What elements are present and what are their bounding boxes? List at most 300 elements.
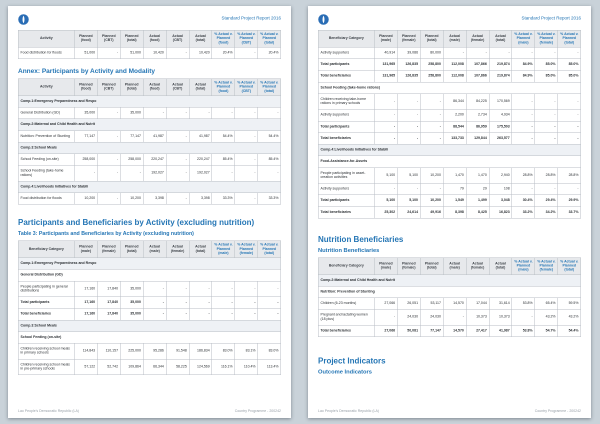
cell-value: - — [166, 47, 189, 59]
cell-value: 2,940 — [489, 168, 512, 184]
cell-value: 28.8% — [512, 168, 535, 184]
cell-value: 1,470 — [466, 168, 489, 184]
cell-value: 4,934 — [489, 109, 512, 121]
cell-value: - — [143, 308, 166, 320]
cell-value: 113.4% — [258, 359, 281, 375]
cell-value: 84.9% — [512, 70, 535, 82]
cell-value: 28.8% — [558, 168, 581, 184]
cell-value: - — [166, 154, 189, 166]
table-header-row — [18, 79, 281, 96]
cell-value: 219,874 — [489, 59, 512, 71]
cell-value: 41,987 — [189, 131, 212, 143]
cell-value: 20.4% — [212, 47, 235, 59]
column-header: Actual (male) — [143, 241, 166, 258]
cell-value: - — [235, 154, 258, 166]
cell-value: - — [212, 165, 235, 181]
report-title: Standard Project Report 2016 — [521, 15, 581, 21]
cell-value: - — [397, 133, 420, 145]
cell-value: - — [397, 109, 420, 121]
cell-value: 258,000 — [120, 154, 143, 166]
cell-value: - — [558, 183, 581, 195]
cell-value: - — [166, 131, 189, 143]
row-label: Total participants — [18, 297, 74, 309]
cell-value: 27,066 — [374, 325, 397, 337]
column-header: % Actual v. Planned (CBT) — [235, 79, 258, 96]
column-header: % Actual v. Planned (CBT) — [235, 30, 258, 47]
cell-value: 84,225 — [466, 94, 489, 110]
section-row — [18, 320, 281, 332]
row-label: Total participants — [318, 59, 374, 71]
row-label: Total participants — [318, 121, 374, 133]
row-label: School Feeding (take-home rations) — [18, 165, 74, 181]
cell-value: 28.8% — [535, 168, 558, 184]
row-label: Total beneficiaries — [318, 325, 374, 337]
cell-value: - — [558, 47, 581, 59]
cell-value: 51,000 — [120, 47, 143, 59]
cell-value: 116.1% — [212, 359, 235, 375]
cell-value: - — [489, 47, 512, 59]
column-header: % Actual v. Planned (total) — [558, 30, 581, 47]
column-header-label: Beneficiary Category — [18, 241, 74, 258]
row-label: Total participants — [318, 195, 374, 207]
data-row — [318, 59, 581, 71]
cell-value: 110,157 — [97, 343, 120, 359]
footer-project: Country Programme - 200242 — [534, 409, 581, 413]
cell-value: 17,840 — [97, 297, 120, 309]
row-label: Children receiving school meals in pre-primary schools — [18, 359, 74, 375]
table-participants-by-activity — [18, 241, 281, 375]
cell-value: - — [512, 133, 535, 145]
cell-value: 43.2% — [535, 309, 558, 325]
cell-value: - — [374, 109, 397, 121]
cell-value: - — [212, 308, 235, 320]
cell-value: 80,000 — [420, 47, 443, 59]
cell-value: 1,549 — [443, 195, 466, 207]
data-row — [18, 47, 281, 59]
cell-value: 112,008 — [443, 59, 466, 71]
row-label: Total beneficiaries — [318, 207, 374, 219]
row-label: People participating in asset-creation activities — [318, 168, 374, 184]
cell-value: 225,000 — [120, 343, 143, 359]
cell-value: 8,398 — [443, 207, 466, 219]
cell-value: 29.9% — [558, 195, 581, 207]
row-label: Activity supporters — [318, 109, 374, 121]
cell-value: - — [235, 193, 258, 205]
cell-value: 53.8% — [512, 325, 535, 337]
column-header: Actual (CBT) — [166, 30, 189, 47]
row-label: Activity supporters — [318, 47, 374, 59]
cell-value: 124,569 — [189, 359, 212, 375]
cell-value: - — [97, 193, 120, 205]
cell-value: 54.7% — [535, 325, 558, 337]
cell-value: 54.4% — [258, 131, 281, 143]
column-header: Planned (male) — [74, 241, 97, 258]
table-header-row — [18, 241, 281, 258]
row-group-label: Comp.3:School Meals — [18, 320, 281, 332]
cell-value: 27,417 — [466, 325, 489, 337]
cell-value: - — [189, 308, 212, 320]
cell-value: 85.4% — [212, 154, 235, 166]
cell-value: - — [235, 281, 258, 297]
column-header: Actual (female) — [166, 241, 189, 258]
row-group-label: Comp.2:Maternal and Child Health and Nutrit — [318, 275, 581, 287]
column-header: Planned (food) — [74, 79, 97, 96]
cell-value: 10,200 — [420, 195, 443, 207]
cell-value: 39,086 — [397, 47, 420, 59]
row-group-label: Comp.4:Livelihoods Initiatives for Stabili — [318, 144, 581, 156]
cell-value: - — [397, 183, 420, 195]
column-header: % Actual v. Planned (female) — [235, 241, 258, 258]
cell-value: 110.4% — [235, 359, 258, 375]
cell-value: 35,000 — [120, 308, 143, 320]
column-header: Planned (total) — [120, 241, 143, 258]
cell-value: 33.7% — [558, 207, 581, 219]
cell-value: - — [97, 107, 120, 119]
cell-value: - — [189, 107, 212, 119]
column-header: Planned (total) — [120, 30, 143, 47]
cell-value: 53,117 — [420, 298, 443, 310]
cell-value: 30.4% — [512, 195, 535, 207]
cell-value: 53.8% — [512, 298, 535, 310]
cell-value: 10,200 — [120, 193, 143, 205]
section-row — [318, 144, 581, 156]
row-group-label: School Feeding (take-home rations) — [318, 82, 581, 94]
cell-value: 258,000 — [74, 154, 97, 166]
cell-value: - — [535, 47, 558, 59]
table-header-row — [318, 30, 581, 47]
cell-value: - — [420, 109, 443, 121]
column-header: Planned (female) — [97, 241, 120, 258]
cell-value: 16,823 — [489, 207, 512, 219]
cell-value: 20.4% — [258, 47, 281, 59]
cell-value: 85.0% — [535, 70, 558, 82]
page-header — [318, 14, 581, 26]
cell-value: - — [558, 94, 581, 110]
column-header: Actual (food) — [143, 79, 166, 96]
cell-value: 57,122 — [74, 359, 97, 375]
column-header: Planned (CBT) — [97, 79, 120, 96]
cell-value: 131,965 — [374, 70, 397, 82]
cell-value: - — [443, 47, 466, 59]
cell-value: - — [166, 281, 189, 297]
row-label: Food distribution for floods — [18, 193, 74, 205]
column-header: % Actual v. Planned (female) — [535, 30, 558, 47]
column-header: Planned (total) — [120, 79, 143, 96]
cell-value: 54.4% — [558, 325, 581, 337]
cell-value: 27,066 — [374, 298, 397, 310]
cell-value: - — [512, 121, 535, 133]
data-row — [18, 297, 281, 309]
column-header: Actual (food) — [143, 30, 166, 47]
cell-value: 3,048 — [489, 195, 512, 207]
section-row — [18, 142, 281, 154]
cell-value: - — [189, 297, 212, 309]
cell-value: 131,965 — [374, 59, 397, 71]
data-row — [18, 343, 281, 359]
column-header-label: Activity — [18, 79, 74, 96]
row-label: Children receiving school meals in primary schools — [18, 343, 74, 359]
cell-value: - — [512, 183, 535, 195]
column-header: Actual (CBT) — [166, 79, 189, 96]
column-header: Actual (total) — [189, 79, 212, 96]
data-row — [318, 325, 581, 337]
cell-value: - — [397, 94, 420, 110]
cell-value: 10,420 — [143, 47, 166, 59]
cell-value: - — [166, 193, 189, 205]
cell-value: - — [374, 133, 397, 145]
cell-value: 66,344 — [143, 359, 166, 375]
row-label: Total beneficiaries — [318, 133, 374, 145]
table-header-row — [318, 258, 581, 275]
cell-value: 220,247 — [189, 154, 212, 166]
cell-value: - — [258, 165, 281, 181]
nutrition-table-heading: Nutrition Beneficiaries — [318, 247, 380, 254]
cell-value: - — [74, 165, 97, 181]
section-row — [18, 119, 281, 131]
column-header: % Actual v. Planned (total) — [558, 258, 581, 275]
cell-value: 5,100 — [374, 195, 397, 207]
cell-value: 1,499 — [466, 195, 489, 207]
cell-value: - — [166, 107, 189, 119]
page-footer — [18, 410, 281, 414]
row-label: Nutrition: Prevention of Stunting — [18, 131, 74, 143]
cell-value: 50,081 — [397, 325, 420, 337]
subsection-row — [318, 156, 581, 168]
section-row — [18, 96, 281, 108]
cell-value: 220,247 — [143, 154, 166, 166]
cell-value: - — [189, 281, 212, 297]
cell-value: 107,866 — [466, 59, 489, 71]
data-row — [18, 308, 281, 320]
cell-value: - — [235, 297, 258, 309]
cell-value: 41,987 — [143, 131, 166, 143]
table3-heading: Table 3: Participants and Beneficiaries by Activity (excluding nutrition) — [18, 230, 194, 237]
cell-value: 133,733 — [443, 133, 466, 145]
column-header: % Actual v. Planned (total) — [258, 30, 281, 47]
page-header — [18, 14, 281, 26]
cell-value: 17,840 — [97, 281, 120, 297]
column-header-label: Activity — [18, 30, 74, 47]
data-row — [18, 131, 281, 143]
cell-value: 58,225 — [166, 359, 189, 375]
cell-value: 192,027 — [189, 165, 212, 181]
cell-value: - — [235, 308, 258, 320]
cell-value: 49,916 — [420, 207, 443, 219]
cell-value: 8,425 — [466, 207, 489, 219]
row-label: General Distribution (GD) — [18, 107, 74, 119]
cell-value: 129,844 — [466, 133, 489, 145]
cell-value: - — [512, 94, 535, 110]
cell-value: 85.0% — [558, 70, 581, 82]
cell-value: 35,000 — [120, 281, 143, 297]
cell-value: - — [97, 47, 120, 59]
cell-value: 24,030 — [420, 309, 443, 325]
cell-value: 88,544 — [443, 121, 466, 133]
row-label: Activity supporters — [318, 183, 374, 195]
cell-value: 33.3% — [258, 193, 281, 205]
data-row — [318, 168, 581, 184]
cell-value: 24,614 — [397, 207, 420, 219]
cell-value: 17,160 — [74, 297, 97, 309]
cell-value: - — [374, 121, 397, 133]
row-label: Total beneficiaries — [18, 308, 74, 320]
data-row — [318, 183, 581, 195]
section-row — [18, 181, 281, 193]
cell-value: 1,470 — [443, 168, 466, 184]
cell-value: - — [374, 94, 397, 110]
data-row — [318, 207, 581, 219]
cell-value: 85.0% — [535, 59, 558, 71]
column-header: Actual (total) — [489, 258, 512, 275]
data-row — [318, 195, 581, 207]
cell-value: - — [374, 183, 397, 195]
footer-project: Country Programme - 200242 — [234, 409, 281, 413]
cell-value: 3,398 — [143, 193, 166, 205]
cell-value: - — [143, 107, 166, 119]
cell-value: - — [512, 109, 535, 121]
cell-value: 186,834 — [189, 343, 212, 359]
cell-value: - — [97, 154, 120, 166]
cell-value: 112,008 — [443, 70, 466, 82]
column-header: Actual (total) — [489, 30, 512, 47]
cell-value: 65.4% — [535, 298, 558, 310]
cell-value: - — [512, 47, 535, 59]
column-header-label: Beneficiary Category — [318, 30, 374, 47]
row-group-label: Comp.3:School Meals — [18, 142, 281, 154]
cell-value: 95,286 — [143, 343, 166, 359]
cell-value: - — [466, 47, 489, 59]
column-header: Planned (male) — [374, 30, 397, 47]
column-header: % Actual v. Planned (food) — [212, 30, 235, 47]
annex-heading: Annex: Participants by Activity and Modality — [18, 67, 156, 75]
cell-value: 85.0% — [558, 59, 581, 71]
cell-value: 14,570 — [443, 325, 466, 337]
cell-value: - — [97, 131, 120, 143]
row-group-label: Comp.2:Maternal and Child Health and Nutrit — [18, 119, 281, 131]
cell-value: 77,147 — [120, 131, 143, 143]
row-group-label: General Distribution (GD) — [18, 269, 281, 281]
cell-value: - — [535, 183, 558, 195]
column-header: % Actual v. Planned (male) — [512, 258, 535, 275]
cell-value: 79 — [443, 183, 466, 195]
column-header: % Actual v. Planned (total) — [258, 79, 281, 96]
cell-value: - — [558, 109, 581, 121]
column-header: Actual (male) — [443, 30, 466, 47]
data-row — [318, 47, 581, 59]
column-header: Actual (total) — [189, 241, 212, 258]
cell-value: 84.9% — [512, 59, 535, 71]
column-header: % Actual v. Planned (male) — [512, 30, 535, 47]
report-title: Standard Project Report 2016 — [221, 15, 281, 21]
column-header: Actual (male) — [443, 258, 466, 275]
cell-value: 219,874 — [489, 70, 512, 82]
cell-value: 35,000 — [74, 107, 97, 119]
row-label: Pregnant and lactating women (18 plus) — [318, 309, 374, 325]
cell-value: - — [443, 309, 466, 325]
data-row — [18, 154, 281, 166]
column-header: % Actual v. Planned (food) — [212, 79, 235, 96]
footer-country: Lao People's Democratic Republic (LA) — [318, 409, 379, 413]
cell-value: 83.0% — [212, 343, 235, 359]
data-row — [318, 94, 581, 110]
column-header: Actual (female) — [466, 258, 489, 275]
cell-value: 5,100 — [397, 168, 420, 184]
data-row — [18, 193, 281, 205]
cell-value: - — [420, 94, 443, 110]
cell-value: - — [235, 107, 258, 119]
cell-value: 258,800 — [420, 59, 443, 71]
subsection-row — [318, 82, 581, 94]
row-label: People participating in general distributions — [18, 281, 74, 297]
row-label: Food distribution for floods — [18, 47, 74, 59]
cell-value: - — [166, 165, 189, 181]
cell-value: - — [258, 281, 281, 297]
cell-value: - — [120, 165, 143, 181]
column-header: Planned (female) — [397, 30, 420, 47]
section-row — [318, 275, 581, 287]
cell-value: - — [374, 309, 397, 325]
table-nutrition-beneficiaries — [318, 257, 581, 337]
cell-value: 51,000 — [74, 47, 97, 59]
cell-value: 54.4% — [212, 131, 235, 143]
table-participants-by-modality — [18, 79, 281, 205]
cell-value: - — [143, 297, 166, 309]
cell-value: 263,577 — [489, 133, 512, 145]
column-header: Planned (CBT) — [97, 30, 120, 47]
column-header: % Actual v. Planned (female) — [535, 258, 558, 275]
cell-value: - — [512, 309, 535, 325]
row-group-label: Food-Assistance-for-Assets — [318, 156, 581, 168]
cell-value: 109,864 — [120, 359, 143, 375]
row-label: Children receiving take-home rations in primary schools — [318, 94, 374, 110]
cell-value: 40,914 — [374, 47, 397, 59]
cell-value: 24,030 — [397, 309, 420, 325]
cell-value: - — [420, 121, 443, 133]
cell-value: - — [258, 297, 281, 309]
cell-value: - — [535, 133, 558, 145]
cell-value: 91,548 — [166, 343, 189, 359]
cell-value: 29 — [466, 183, 489, 195]
cell-value: 29.4% — [535, 195, 558, 207]
cell-value: 83.0% — [258, 343, 281, 359]
cell-value: - — [420, 183, 443, 195]
cell-value: - — [535, 109, 558, 121]
cell-value: 10,373 — [466, 309, 489, 325]
row-label: Total beneficiaries — [318, 70, 374, 82]
cell-value: 43.2% — [558, 309, 581, 325]
table-beneficiaries-by-modality-continued — [18, 30, 281, 59]
data-row — [318, 70, 581, 82]
cell-value: 10,373 — [489, 309, 512, 325]
cell-value: - — [143, 281, 166, 297]
subsection-row — [318, 286, 581, 298]
column-header: % Actual v. Planned (total) — [258, 241, 281, 258]
cell-value: - — [535, 94, 558, 110]
cell-value: 35,000 — [120, 297, 143, 309]
cell-value: 108 — [489, 183, 512, 195]
cell-value: 59.5% — [558, 298, 581, 310]
cell-value: 86,344 — [443, 94, 466, 110]
cell-value: 17,044 — [466, 298, 489, 310]
cell-value: 52,742 — [97, 359, 120, 375]
cell-value: 5,100 — [374, 168, 397, 184]
cell-value: 17,840 — [97, 308, 120, 320]
table-header-row — [18, 30, 281, 47]
cell-value: 33.2% — [512, 207, 535, 219]
cell-value: 86,959 — [466, 121, 489, 133]
data-row — [18, 165, 281, 181]
column-header: Planned (total) — [420, 258, 443, 275]
